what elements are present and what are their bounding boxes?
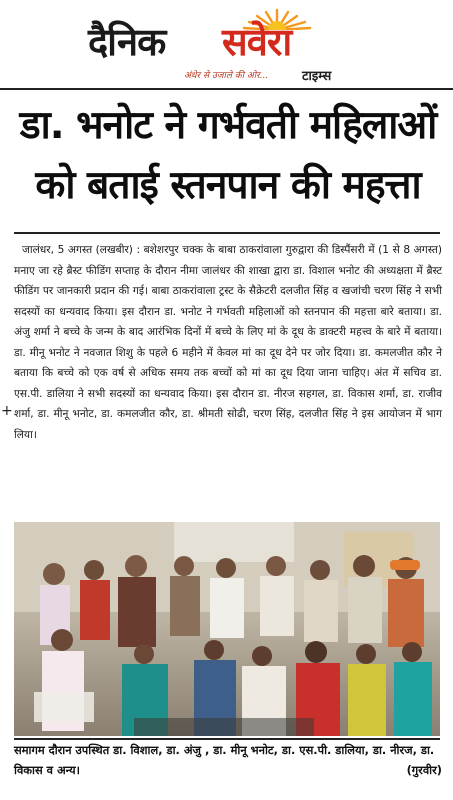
article-headline: डा. भनोट ने गर्भवती महिलाओं को बताई स्तनपान की महत्ता [19,103,437,208]
group-photo-illustration [14,522,440,736]
article-body: जालंधर, 5 अगस्त (लखबीर) : बशेशरपुर चक्क के बाबा ठाकरांवाला गुरुद्वारा की डिस्पैंसरी में (1 से 8 अगस्त) मनाए जा रहे ब्रैस्ट फीडिंग सप्ताह के दौरान नीमा जालंधर की शाखा द्वारा डा. विशाल भनोट की अध्यक्षता में ब्रैस्ट फीडिंग पर जानकारी प्रदान की गई। बाबा ठाकरांवाला ट्रस्ट के सैक्रेटरी दलजीत सिंह व खजांची चरण सिंह ने सभी सदस्यों का धन्यवाद किया। इस दौरान डा. भनोट ने गर्भवती महिलाओं को स्तनपान की महत्ता बारे बताया। डा. अंजु शर्मा ने बच्चे के जन्म के बाद आरंभिक दिनों में बच्चे के लिए मां के दूध के डाक्टरी महत्त्व के बारे में बताया। डा. मीनू भनोट ने नवजात शिशु के पहले 6 महीने में केवल मां का दूध देने पर जोर दिया। डा. कमलजीत कौर ने बताया कि बच्चे को एक वर्ष से अधिक समय तक बच्चों को मां का दूध दिया जाना चाहिए। अंत में सचिव डा. एस.पी. डालिया ने सभी सदस्यों का धन्यवाद किया। इस दौरान डा. नीरज सहगल, डा. विकास शर्मा, डा. राजीव शर्मा, डा. मीनू भनोट, डा. कमलजीत कौर, डा. श्रीमती सोढी, चरण सिंह, दलजीत सिंह ने इस आयोजन में भाग लिया। [14,244,442,441]
brand-name-part2: सवेरा [222,20,292,64]
brand-tagline: अंधेर से उजाले की ओर... [184,71,269,81]
photo-caption-text: समागम दौरान उपस्थित डा. विशाल, डा. अंजु , डा. मीनू भनोट, डा. एस.पी. डालिया, डा. नीरज, डा. विकास व अन्य। [14,743,435,777]
brand-suffix: टाइम्स [302,69,332,84]
photo-caption [14,740,442,780]
masthead [0,0,453,90]
photo-credit: (गुरवीर) [406,763,442,777]
newspaper-logo [88,6,378,84]
brand-name-part1: दैनिक [88,20,166,64]
article-photo [14,522,440,736]
crop-mark-icon: + [1,403,13,419]
divider [14,232,440,234]
